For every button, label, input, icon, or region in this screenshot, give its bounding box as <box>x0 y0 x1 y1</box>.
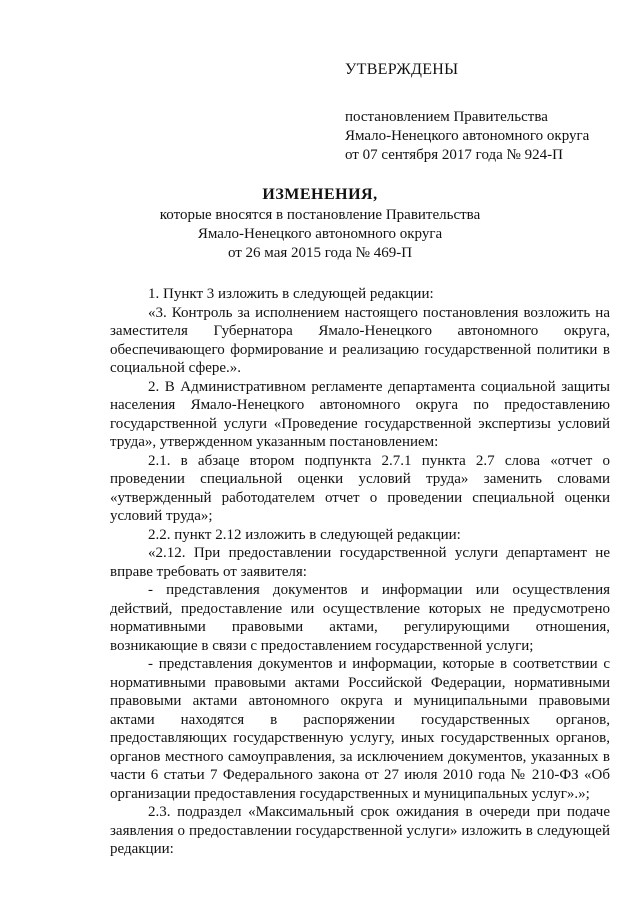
approval-line: постановлением Правительства <box>345 109 548 125</box>
paragraph: 2.3. подраздел «Максимальный срок ожидания в очереди при подаче заявления о предоставлении государственной услуги» изложить в следующей редакции: <box>110 804 610 857</box>
approval-block <box>345 60 615 165</box>
approval-line: Ямало-Ненецкого автономного округа <box>345 128 590 144</box>
paragraph: - представления документов и информации, которые в соответствии с нормативными правовыми актами Российской Федерации, нормативными правовыми актами автономного округа и муниципальными правовыми актами находятся в распоряжении государственных органов, предоставляющих государственную услугу, иных государственных органов, органов местного самоуправления, за исключением документов, указанных в части 6 статьи 7 Федерального закона от 27 июля 2010 года № 210-ФЗ «Об организации предоставления государственных и муниципальных услуг».»; <box>110 656 610 802</box>
paragraph: «2.12. При предоставлении государственной услуги департамент не вправе требовать от заявителя: <box>110 545 610 580</box>
paragraph: 1. Пункт 3 изложить в следующей редакции: <box>148 286 434 302</box>
document-title: ИЗМЕНЕНИЯ, <box>262 186 378 203</box>
paragraph: «3. Контроль за исполнением настоящего постановления возложить на заместителя Губернатора Ямало-Ненецкого автономного округа, обеспечивающего формирование и реализацию государственной политики в социальной сфере.». <box>110 304 610 376</box>
approval-heading: УТВЕРЖДЕНЫ <box>345 61 459 78</box>
paragraph: - представления документов и информации или осуществления действий, предоставление или осуществление которых не предусмотрено нормативными правовыми актами, регулирующими отношения, возникающие в связи с предоставлением государственной услуги; <box>110 582 610 654</box>
paragraph: 2. В Административном регламенте департамента социальной защиты населения Ямало-Ненецкого автономного округа по предоставлению государственной услуги «Проведение государственной экспертизы условий труда», утвержденном указанным постановлением: <box>110 378 610 450</box>
document-subtitle-line: которые вносятся в постановление Правительства <box>159 207 481 223</box>
document-subtitle-line: от 26 мая 2015 года № 469-П <box>227 245 413 261</box>
paragraph: 2.1. в абзаце втором подпункта 2.7.1 пункта 2.7 слова «отчет о проведении специальной оценки условий труда» заменить словами «утвержденный работодателем отчет о проведении специальной оценки условий труда»; <box>110 452 610 524</box>
paragraph: 2.2. пункт 2.12 изложить в следующей редакции: <box>148 526 461 543</box>
document-title-block <box>0 185 640 263</box>
document-body <box>110 285 610 859</box>
document-subtitle-line: Ямало-Ненецкого автономного округа <box>197 226 443 242</box>
approval-line: от 07 сентября 2017 года № 924-П <box>345 147 563 163</box>
